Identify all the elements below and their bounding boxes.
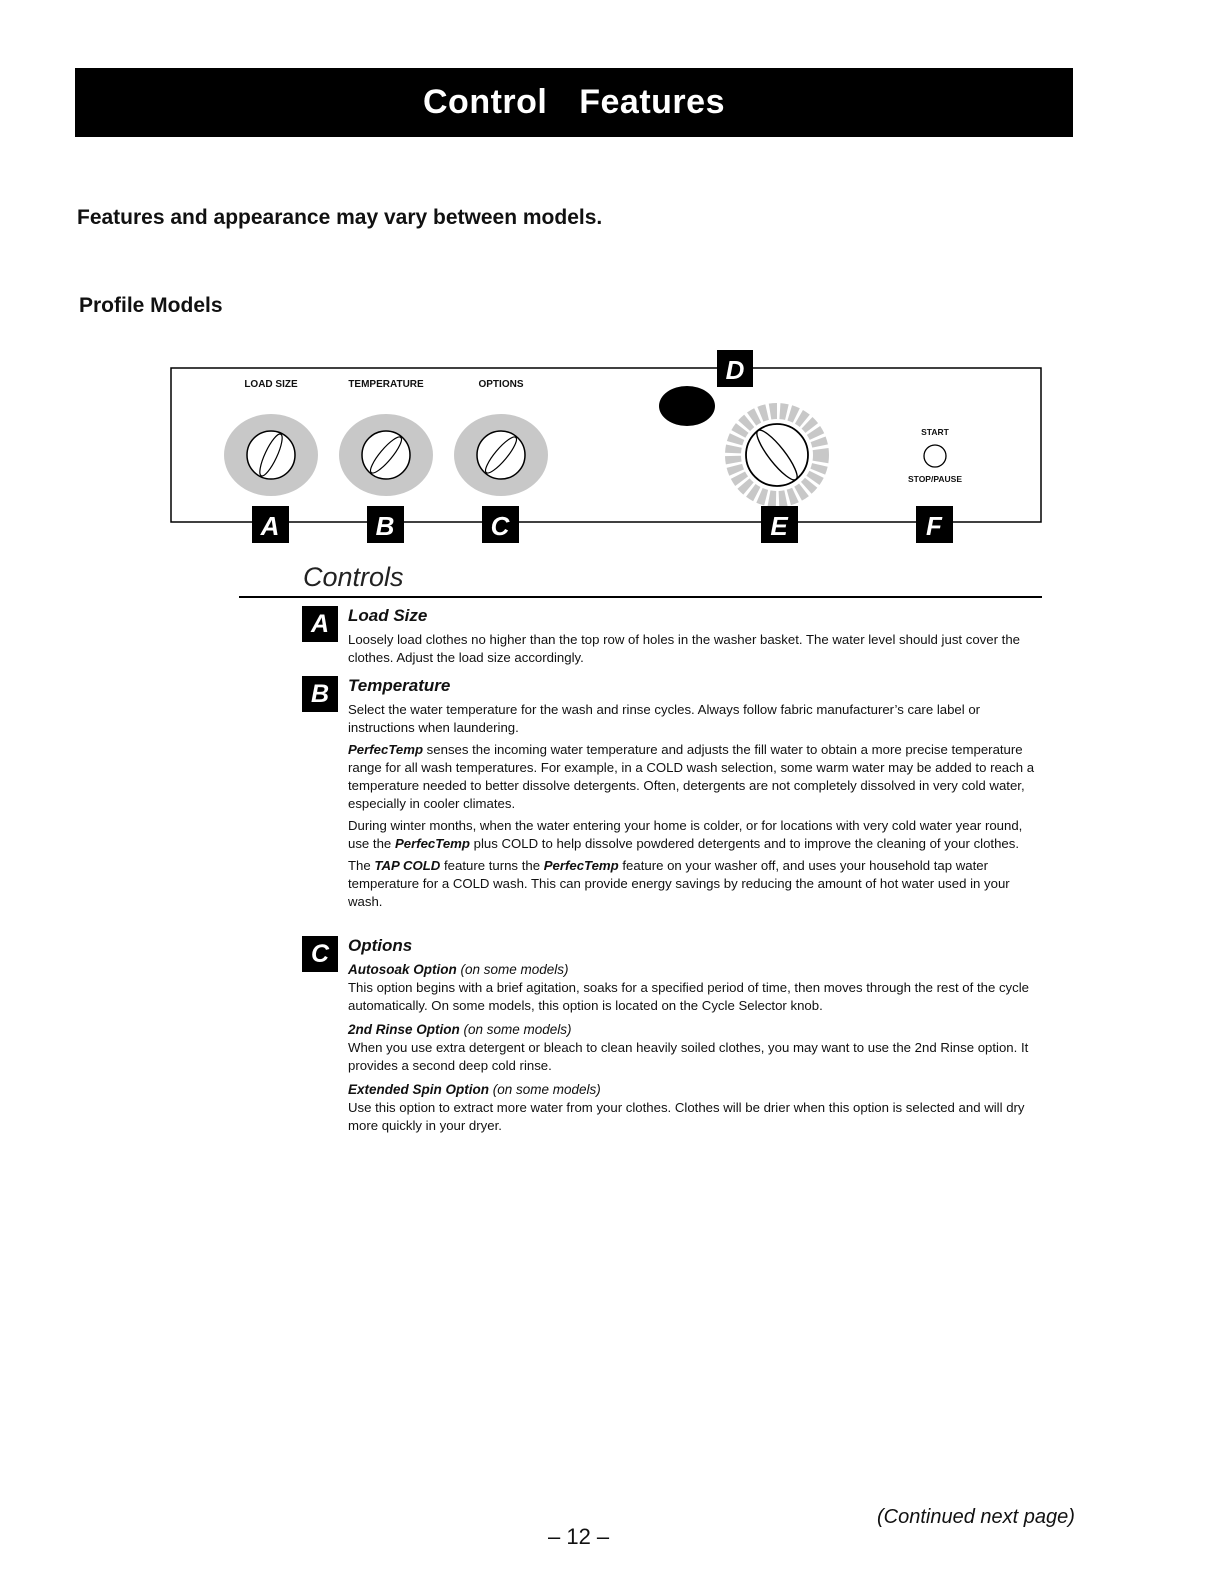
svg-text:D: D [725, 355, 745, 385]
svg-text:E: E [770, 511, 788, 541]
control-item-load-size [302, 606, 1042, 671]
badge-b: B [302, 676, 338, 712]
svg-text:F: F [926, 511, 942, 541]
load-size-title: Load Size [348, 606, 428, 625]
callout-e [761, 506, 798, 543]
options-title: Options [348, 936, 413, 955]
temperature-text-4: The TAP COLD feature turns the PerfecTemp feature on your washer off, and uses your household tap water temperature for a COLD wash. This can provide energy savings by reducing the amount of hot water used in your wash. [348, 858, 1010, 909]
second-rinse-text: When you use extra detergent or bleach to clean heavily soiled clothes, you may want to use the 2nd Rinse option. It provides a second deep cold rinse. [348, 1040, 1029, 1073]
svg-text:B: B [375, 511, 395, 541]
continued-note: (Continued next page) [877, 1506, 1075, 1528]
page-number: – 12 – [548, 1524, 610, 1549]
section-label: Profile Models [79, 294, 223, 317]
options-knob[interactable] [454, 414, 548, 496]
callout-d [717, 350, 753, 387]
second-rinse-heading: 2nd Rinse Option (on some models) [348, 1022, 572, 1037]
status-light [659, 386, 715, 426]
load-size-label: LOAD SIZE [244, 379, 298, 390]
badge-a: A [302, 606, 338, 642]
control-panel-diagram [0, 0, 1224, 560]
autosoak-heading: Autosoak Option (on some models) [348, 962, 569, 977]
stop-pause-label: STOP/PAUSE [907, 474, 963, 484]
controls-heading: Controls [303, 562, 404, 592]
controls-divider [239, 596, 1042, 598]
load-size-text: Loosely load clothes no higher than the top row of holes in the washer basket. The water level should just cover the clothes. Adjust the load size accordingly. [348, 632, 1020, 665]
temperature-title: Temperature [348, 676, 451, 695]
badge-c: C [302, 936, 338, 972]
subtitle: Features and appearance may vary between models. [77, 206, 603, 229]
load-size-knob[interactable] [224, 414, 318, 496]
callout-c [482, 506, 519, 543]
start-label: START [921, 427, 949, 437]
svg-text:A: A [260, 511, 280, 541]
svg-text:C: C [490, 511, 510, 541]
page-title: Control Features [423, 83, 725, 121]
temperature-knob[interactable] [339, 414, 433, 496]
temperature-text-3: During winter months, when the water entering your home is colder, or for locations with very cold water year round, use the PerfecTemp plus COLD to help dissolve powdered detergents and to improve the cleaning of your clothes. [348, 818, 1023, 851]
temperature-label: TEMPERATURE [348, 379, 424, 390]
callout-a [252, 506, 289, 543]
control-item-temperature [302, 676, 1042, 915]
cycle-selector-knob[interactable] [733, 411, 821, 499]
extended-spin-text: Use this option to extract more water from your clothes. Clothes will be drier when this option is selected and will dry more quickly in your dryer. [348, 1100, 1025, 1133]
temperature-text-2: PerfecTemp senses the incoming water temperature and adjusts the fill water to obtain a more precise temperature range for all wash temperatures. For example, in a COLD wash selection, some warm water may be added to reach a temperature needed to better dissolve detergents. Often, detergents are not completely dissolved in very cold water, especially in cooler climates. [348, 742, 1035, 811]
callout-b [367, 506, 404, 543]
control-item-options [302, 936, 1042, 1139]
extended-spin-heading: Extended Spin Option (on some models) [348, 1082, 601, 1097]
start-stop-button[interactable] [924, 445, 946, 467]
callout-f [916, 506, 953, 543]
autosoak-text: This option begins with a brief agitation, soaks for a specified period of time, then moves through the rest of the cycle automatically. On some models, this option is located on the Cycle Selector knob. [348, 980, 1029, 1013]
temperature-text-1: Select the water temperature for the wash and rinse cycles. Always follow fabric manufacturer’s care label or instructions when laundering. [348, 702, 981, 735]
options-label: OPTIONS [478, 379, 524, 390]
